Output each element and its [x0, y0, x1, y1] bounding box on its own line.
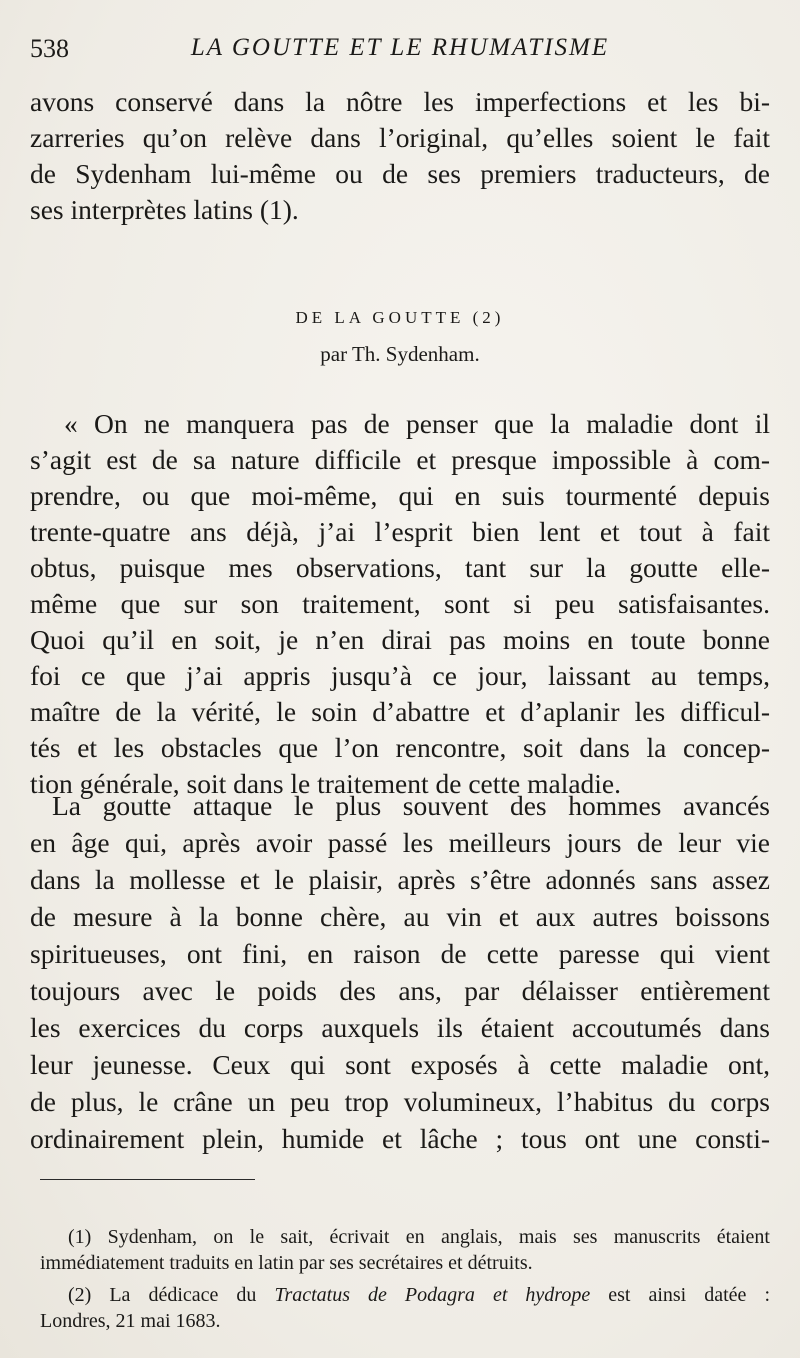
- text-line: tion générale, soit dans le traitement de cette maladie.: [30, 768, 622, 799]
- running-title: LA GOUTTE ET LE RHUMATISME: [190, 34, 610, 61]
- text-line: de plus, le crâne un peu trop volumineux, l’habitus du corps: [30, 1086, 770, 1117]
- text-line: même que sur son traitement, sont si peu satisfaisantes.: [30, 588, 770, 619]
- running-header: [30, 30, 770, 70]
- text-line: foi ce que j’ai appris jusqu’à ce jour, laissant au temps,: [30, 660, 770, 691]
- text-line: les exercices du corps auxquels ils étaient accoutumés dans: [30, 1012, 770, 1043]
- footnote-2-suffix: est ainsi datée :: [590, 1284, 771, 1306]
- footnote-2-line: [68, 1284, 770, 1307]
- section-author: par Th. Sydenham.: [320, 342, 480, 366]
- text-line: avons conservé dans la nôtre les imperfections et les bi-: [30, 86, 770, 117]
- section-title: DE LA GOUTTE (2): [295, 308, 505, 327]
- page-number: 538: [30, 34, 69, 63]
- text-line: tés et les obstacles que l’on rencontre, soit dans la concep-: [30, 732, 770, 763]
- footnote-1-line: immédiatement traduits en latin par ses secrétaires et détruits.: [40, 1252, 533, 1274]
- text-line: trente-quatre ans déjà, j’ai l’esprit bien lent et tout à fait: [30, 516, 770, 547]
- footnote-2-line: Londres, 21 mai 1683.: [40, 1310, 221, 1332]
- text-line: toujours avec le poids des ans, par délaisser entièrement: [30, 975, 770, 1006]
- text-line: maître de la vérité, le soin d’abattre et d’aplanir les difficul-: [30, 696, 770, 727]
- text-line: ses interprètes latins (1).: [30, 194, 299, 225]
- text-line: prendre, ou que moi-même, qui en suis tourmenté depuis: [30, 480, 770, 511]
- text-line: leur jeunesse. Ceux qui sont exposés à cette maladie ont,: [30, 1049, 770, 1080]
- text-line: obtus, puisque mes observations, tant sur la goutte elle-: [30, 552, 770, 583]
- footnote-2-book-title: Tractatus de Podagra et hydrope: [274, 1284, 591, 1306]
- footnote-2-prefix: (2) La dédicace du: [68, 1284, 275, 1306]
- text-line: La goutte attaque le plus souvent des hommes avancés: [52, 790, 770, 821]
- text-line: dans la mollesse et le plaisir, après s’être adonnés sans assez: [30, 864, 770, 895]
- text-line: en âge qui, après avoir passé les meilleurs jours de leur vie: [30, 827, 770, 858]
- text-line: ordinairement plein, humide et lâche ; tous ont une consti-: [30, 1123, 770, 1154]
- text-line: s’agit est de sa nature difficile et presque impossible à com-: [30, 444, 770, 475]
- text-line: « On ne manquera pas de penser que la maladie dont il: [64, 408, 770, 439]
- footnote-rule: [40, 1179, 255, 1180]
- text-line: zarreries qu’on relève dans l’original, qu’elles soient le fait: [30, 122, 770, 153]
- text-line: de mesure à la bonne chère, au vin et aux autres boissons: [30, 901, 770, 932]
- text-line: Quoi qu’il en soit, je n’en dirai pas moins en toute bonne: [30, 624, 770, 655]
- text-line: spiritueuses, ont fini, en raison de cette paresse qui vient: [30, 938, 770, 969]
- text-line: de Sydenham lui-même ou de ses premiers traducteurs, de: [30, 158, 770, 189]
- footnote-1-line: (1) Sydenham, on le sait, écrivait en anglais, mais ses manuscrits étaient: [68, 1226, 770, 1248]
